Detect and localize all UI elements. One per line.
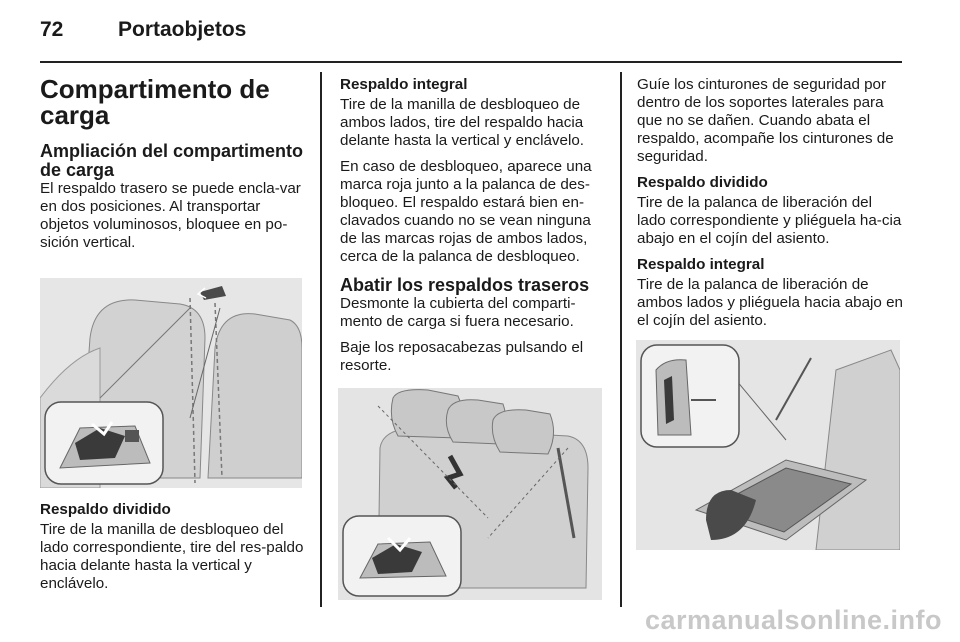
unlock-marking-text: En caso de desbloqueo, aparece una marca roja junto a la palanca de des-bloqueo. El respaldo estará bien en-clavados cuando no se vean ninguna de las marcas rojas de ambos lados, cerca de la palanca de desbloqueo. — [340, 158, 592, 265]
seatbelt-guidance-text: Guíe los cinturones de seguridad por dentro de los soportes laterales para que no se dañen. Cuando abata el respaldo, acompañe los cinturones de seguridad. — [637, 76, 894, 165]
figure-seat-backrest-lock — [40, 278, 302, 488]
figure-headrests-lower — [338, 388, 602, 600]
split-backrest-fold-text: Tire de la palanca de liberación del lado correspondiente y pliéguela ha-cia abajo en el cojín del asiento. — [637, 194, 902, 247]
column-divider-2 — [620, 72, 622, 607]
column-3 — [637, 76, 903, 338]
subheading-cargo-extension: Ampliación del compartimento de carga — [40, 141, 304, 180]
column-2 — [340, 76, 605, 383]
column-divider-1 — [320, 72, 322, 607]
column-1-lower — [40, 501, 308, 601]
full-backrest-text: Tire de la manilla de desbloqueo de ambos lados, tire del respaldo hacia delante hasta la vertical y enclávelo. — [340, 96, 584, 149]
page-heading: Compartimento de carga — [40, 74, 270, 130]
fold-backrests-heading: Abatir los respaldos traseros — [340, 275, 590, 295]
intro-paragraph: El respaldo trasero se puede encla-var en dos posiciones. Al transportar objetos voluminosos, bloquee en po-sición vertical. — [40, 180, 301, 251]
split-backrest-text: Tire de la manilla de desbloqueo del lado correspondiente, tire del res-paldo hacia delante hasta la vertical y enclávelo. — [40, 521, 304, 592]
watermark: carmanualsonline.info — [644, 605, 942, 635]
full-backrest-fold-text: Tire de la palanca de liberación de ambos lados y pliéguela hacia abajo en el cojín del asiento. — [637, 276, 903, 329]
fold-text-cover: Desmonte la cubierta del comparti-mento de carga si fuera necesario. — [340, 295, 576, 330]
fold-text-headrests: Baje los reposacabezas pulsando el resorte. — [340, 339, 584, 374]
full-backrest-fold-heading: Respaldo integral — [637, 256, 765, 273]
figure-release-lever — [636, 340, 900, 550]
split-backrest-fold-heading: Respaldo dividido — [637, 174, 768, 191]
split-backrest-heading: Respaldo dividido — [40, 501, 171, 518]
page-number: 72 — [40, 18, 64, 41]
section-title: Portaobjetos — [118, 18, 247, 41]
column-1 — [40, 76, 306, 260]
header-rule — [40, 61, 902, 63]
full-backrest-heading: Respaldo integral — [340, 76, 468, 93]
